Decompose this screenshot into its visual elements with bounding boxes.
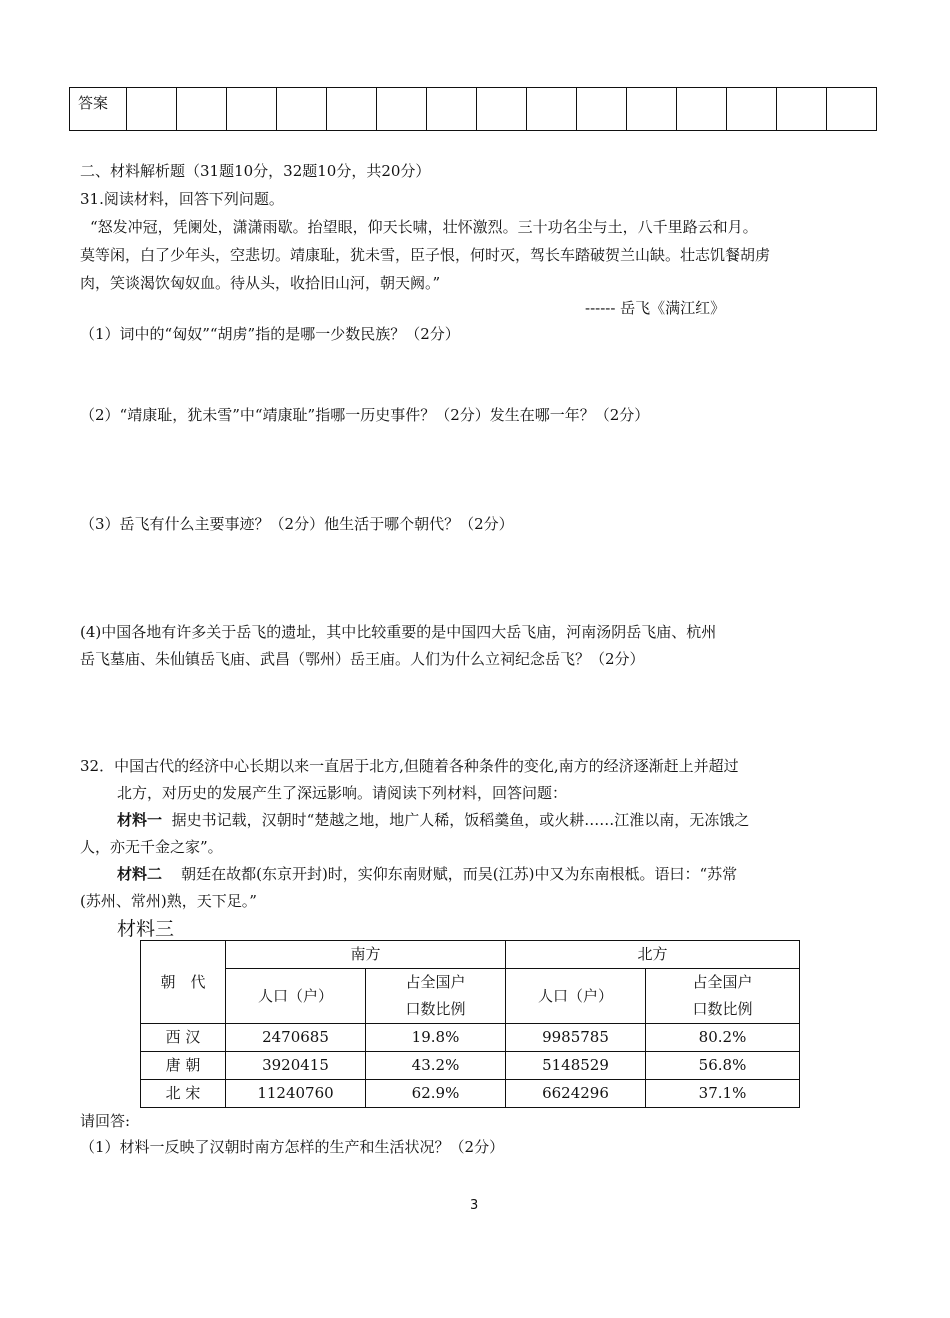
- q31-sub1: （1）词中的“匈奴”“胡虏”指的是哪一少数民族？（2分）: [80, 325, 460, 343]
- answer-cell-8[interactable]: [477, 88, 527, 131]
- row-north-pct: 56.8%: [646, 1052, 800, 1080]
- q32-material-2-line-2: (苏州、常州)熟，天下足。”: [80, 892, 257, 910]
- row-dynasty: 唐 朝: [141, 1052, 226, 1080]
- south-pop-header: 人口（户）: [226, 969, 366, 1024]
- q32-sub1: （1）材料一反映了汉朝时南方怎样的生产和生活状况？（2分）: [80, 1138, 505, 1156]
- col-dynasty-header: 朝 代: [141, 941, 226, 1024]
- answer-cell-13[interactable]: [727, 88, 777, 131]
- row-south-pct: 62.9%: [366, 1080, 506, 1108]
- q32-material-1-line-2: 人，亦无千金之家”。: [80, 838, 223, 856]
- q31-sub2: （2）“靖康耻，犹未雪”中“靖康耻”指哪一历史事件？（2分）发生在哪一年？（2分）: [80, 406, 650, 424]
- answer-cell-14[interactable]: [777, 88, 827, 131]
- table-header-row-2: [141, 969, 800, 1024]
- q31-poem-line-2: 莫等闲，白了少年头，空悲切。靖康耻，犹未雪，臣子恨，何时灭，驾长车踏破贺兰山缺。壮志饥餐胡虏: [80, 246, 771, 264]
- col-south-header: 南方: [226, 941, 506, 969]
- col-north-header: 北方: [506, 941, 800, 969]
- q31-title: 31.阅读材料，回答下列问题。: [80, 190, 284, 208]
- section-heading: 二、材料解析题（31题10分，32题10分，共20分）: [80, 162, 431, 180]
- q31-sub3: （3）岳飞有什么主要事迹？（2分）他生活于哪个朝代？（2分）: [80, 515, 514, 533]
- answer-cell-2[interactable]: [177, 88, 227, 131]
- row-north-pop: 9985785: [506, 1024, 646, 1052]
- table-row: [141, 1080, 800, 1108]
- north-share-header-line-1: 占全国户: [692, 973, 753, 991]
- answer-cell-3[interactable]: [227, 88, 277, 131]
- q31-poem-line-1: “怒发冲冠，凭阑处，潇潇雨歇。抬望眼，仰天长啸，壮怀激烈。三十功名尘与土，八千里路云和月。: [90, 218, 758, 236]
- row-north-pct: 37.1%: [646, 1080, 800, 1108]
- q31-sub4-line-1: (4)中国各地有许多关于岳飞的遗址，其中比较重要的是中国四大岳飞庙，河南汤阴岳飞庙、杭州: [80, 623, 717, 641]
- q31-attribution: ------ 岳飞《满江红》: [585, 299, 726, 317]
- q32-material-2-line-1: [117, 861, 737, 888]
- row-north-pct: 80.2%: [646, 1024, 800, 1052]
- q31-sub4-line-2: 岳飞墓庙、朱仙镇岳飞庙、武昌（鄂州）岳王庙。人们为什么立祠纪念岳飞？（2分）: [80, 650, 645, 668]
- answer-cell-6[interactable]: [377, 88, 427, 131]
- answer-cell-15[interactable]: [827, 88, 877, 131]
- row-dynasty: 北 宋: [141, 1080, 226, 1108]
- answer-cell-5[interactable]: [327, 88, 377, 131]
- row-south-pop: 11240760: [226, 1080, 366, 1108]
- row-south-pct: 43.2%: [366, 1052, 506, 1080]
- answer-cell-1[interactable]: [127, 88, 177, 131]
- answer-label: 答案: [70, 88, 127, 131]
- material-2-label: 材料二: [117, 865, 163, 883]
- north-share-header-line-2: 口数比例: [692, 1000, 753, 1018]
- table-header-row-1: [141, 941, 800, 969]
- q32-intro-line-1: 32．中国古代的经济中心长期以来一直居于北方,但随着各种条件的变化,南方的经济逐渐赶上并超过: [80, 757, 739, 775]
- north-pop-header: 人口（户）: [506, 969, 646, 1024]
- answer-cell-11[interactable]: [627, 88, 677, 131]
- q32-material-1-line-1: [117, 807, 749, 834]
- material-1-label: 材料一: [117, 811, 163, 829]
- table-row: [141, 1052, 800, 1080]
- q32-intro-line-2: 北方，对历史的发展产生了深远影响。请阅读下列材料，回答问题：: [117, 784, 568, 802]
- table-row: [141, 1024, 800, 1052]
- answer-cell-9[interactable]: [527, 88, 577, 131]
- north-share-header: [646, 969, 800, 1024]
- material-2-text: 朝廷在故都(东京开封)时，实仰东南财赋，而吴(江苏)中又为东南根柢。语曰：“苏常: [181, 865, 738, 883]
- row-south-pct: 19.8%: [366, 1024, 506, 1052]
- answer-grid: [69, 87, 877, 131]
- row-north-pop: 5148529: [506, 1052, 646, 1080]
- answer-row: [70, 88, 877, 131]
- row-south-pop: 3920415: [226, 1052, 366, 1080]
- page-number: 3: [470, 1198, 479, 1213]
- answer-cell-10[interactable]: [577, 88, 627, 131]
- q31-poem-line-3: 肉，笑谈渴饮匈奴血。待从头，收拾旧山河，朝天阙。”: [80, 274, 441, 292]
- answer-cell-4[interactable]: [277, 88, 327, 131]
- material-1-text: 据史书记载，汉朝时“楚越之地，地广人稀，饭稻羹鱼，或火耕……江淮以南，无冻饿之: [171, 811, 750, 829]
- south-share-header: [366, 969, 506, 1024]
- south-share-header-line-2: 口数比例: [405, 1000, 466, 1018]
- row-south-pop: 2470685: [226, 1024, 366, 1052]
- row-dynasty: 西 汉: [141, 1024, 226, 1052]
- population-table: [140, 940, 800, 1108]
- row-north-pop: 6624296: [506, 1080, 646, 1108]
- answer-cell-12[interactable]: [677, 88, 727, 131]
- answer-cell-7[interactable]: [427, 88, 477, 131]
- south-share-header-line-1: 占全国户: [405, 973, 466, 991]
- please-answer: 请回答:: [80, 1112, 131, 1130]
- material-3-label: 材料三: [117, 918, 175, 940]
